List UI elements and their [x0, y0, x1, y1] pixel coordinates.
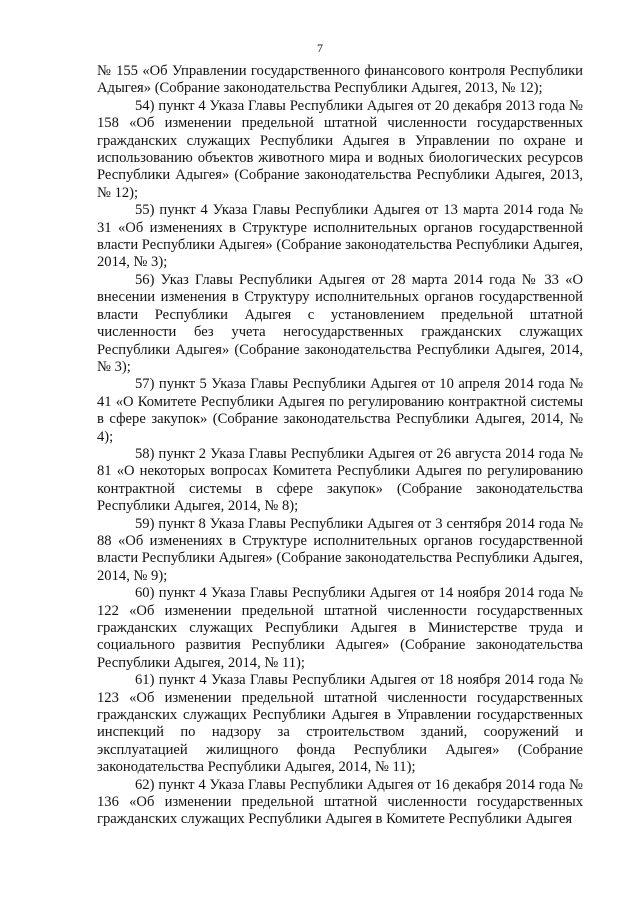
list-item-62: 62) пункт 4 Указа Главы Республики Адыгея от 16 декабря 2014 года № 136 «Об изменении предельной штатной численности государственных гражданских служащих Республики Адыгея в Комитете Республики Адыгея: [97, 776, 583, 828]
list-item-59: 59) пункт 8 Указа Главы Республики Адыгея от 3 сентября 2014 года № 88 «Об изменениях в Структуре исполнительных органов государственной власти Республики Адыгея» (Собрание законодательства Республики Адыгея, 2014, № 9);: [97, 515, 583, 584]
list-item-58: 58) пункт 2 Указа Главы Республики Адыгея от 26 августа 2014 года № 81 «О некоторых вопросах Комитета Республики Адыгея по регулированию контрактной системы в сфере закупок» (Собрание законодательства Республики Адыгея, 2014, № 8);: [97, 445, 583, 515]
page-number: 7: [317, 41, 323, 55]
list-item-57: 57) пункт 5 Указа Главы Республики Адыгея от 10 апреля 2014 года № 41 «О Комитете Республики Адыгея по регулированию контрактной системы в сфере закупок» (Собрание законодательства Республики Адыгея, 2014, № 4);: [97, 376, 583, 445]
list-item-60: 60) пункт 4 Указа Главы Республики Адыгея от 14 ноября 2014 года № 122 «Об изменении предельной штатной численности государственных гражданских служащих Республики Адыгея в Министерстве труда и социального развития Республики Адыгея» (Собрание законодательства Республики Адыгея, 2014, № 11);: [97, 585, 583, 671]
paragraph-continuation: № 155 «Об Управлении государственного финансового контроля Республики Адыгея» (Собрание законодательства Республики Адыгея, 2013, № 12);: [97, 63, 583, 97]
list-item-61: 61) пункт 4 Указа Главы Республики Адыгея от 18 ноября 2014 года № 123 «Об изменении предельной штатной численности государственных гражданских служащих Республики Адыгея в Управлении государственных инспекций по надзору за строительством зданий, сооружений и эксплуатацией жилищного фонда Республики Адыгея» (Собрание законодательства Республики Адыгея, 2014, № 11);: [97, 672, 583, 776]
document-body: [97, 63, 583, 829]
list-item-56: 56) Указ Главы Республики Адыгея от 28 марта 2014 года № 33 «О внесении изменения в Структуру исполнительных органов государственной власти Республики Адыгея с установлением предельной штатной численности без учета негосударственных гражданских служащих Республики Адыгея» (Собрание законодательства Республики Адыгея, 2014, № 3);: [97, 271, 583, 375]
list-item-54: 54) пункт 4 Указа Главы Республики Адыгея от 20 декабря 2013 года № 158 «Об изменении предельной штатной численности государственных гражданских служащих Республики Адыгея в Управлении по охране и использованию объектов животного мира и водных биологических ресурсов Республики Адыгея» (Собрание законодательства Республики Адыгея, 2013, № 12);: [97, 97, 583, 201]
list-item-55: 55) пункт 4 Указа Главы Республики Адыгея от 13 марта 2014 года № 31 «Об изменениях в Структуре исполнительных органов государственной власти Республики Адыгея» (Собрание законодательства Республики Адыгея, 2014, № 3);: [97, 202, 583, 271]
